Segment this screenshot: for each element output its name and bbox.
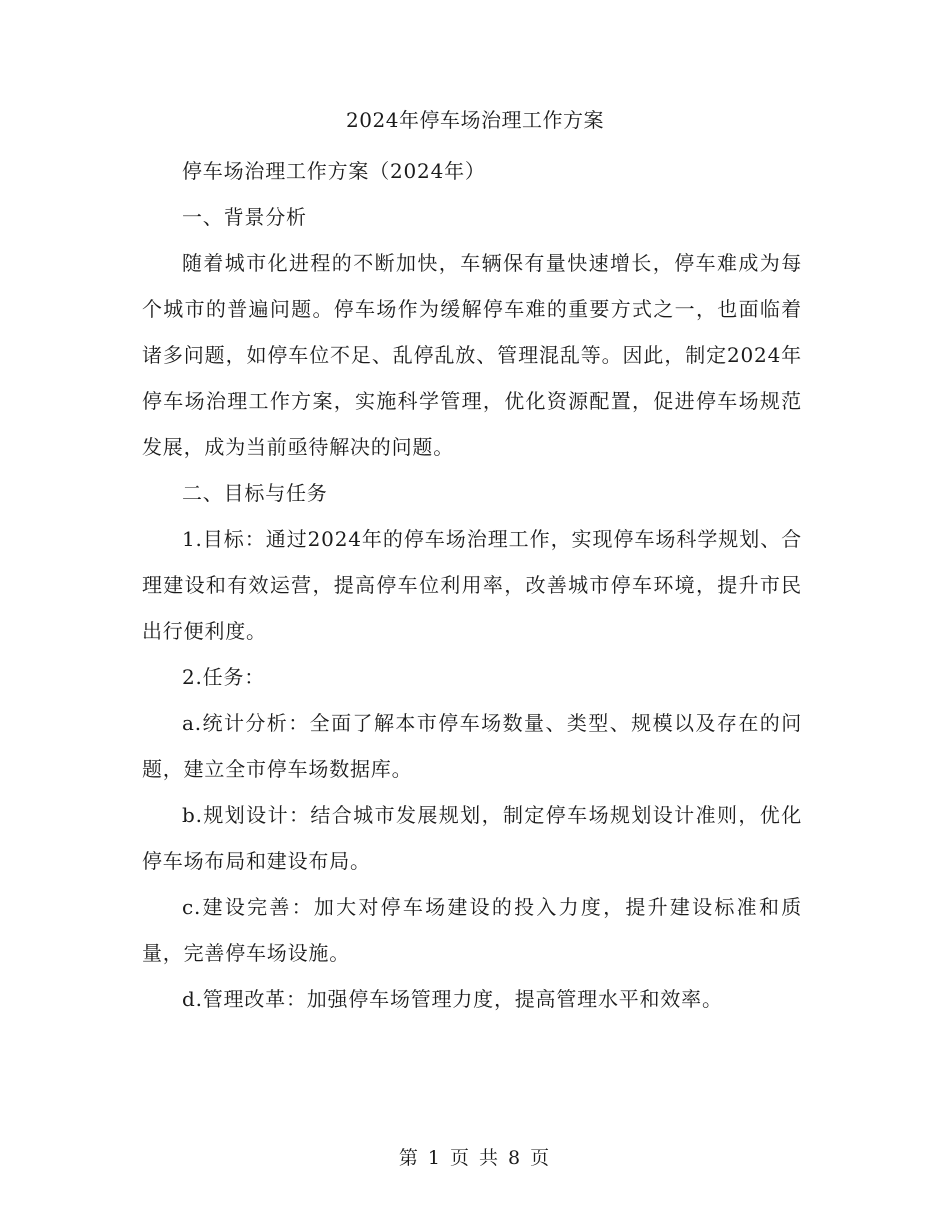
background-paragraph: 随着城市化进程的不断加快，车辆保有量快速增长，停车难成为每个城市的普遍问题。停车场作为缓解停车难的重要方式之一，也面临着诸多问题，如停车位不足、乱停乱放、管理混乱等。因此，制定2024年停车场治理工作方案，实施科学管理，优化资源配置，促进停车场规范发展，成为当前亟待解决的问题。: [142, 251, 802, 459]
document-body: [142, 148, 802, 1022]
task-item-c: c.建设完善：加大对停车场建设的投入力度，提升建设标准和质量，完善停车场设施。: [142, 895, 802, 965]
goal-paragraph: 1.目标：通过2024年的停车场治理工作，实现停车场科学规划、合理建设和有效运营，提高停车位利用率，改善城市停车环境，提升市民出行便利度。: [142, 527, 802, 643]
section-heading-background: 一、背景分析: [182, 205, 307, 229]
task-item-b: b.规划设计：结合城市发展规划，制定停车场规划设计准则，优化停车场布局和建设布局。: [142, 803, 802, 873]
document-title: 2024年停车场治理工作方案: [346, 108, 604, 132]
task-item-a: a.统计分析：全面了解本市停车场数量、类型、规模以及存在的问题，建立全市停车场数据库。: [142, 711, 802, 781]
subtitle-paragraph: 停车场治理工作方案（2024年）: [182, 159, 486, 183]
page-number: 第 1 页 共 8 页: [398, 1147, 552, 1169]
tasks-heading: 2.任务：: [182, 665, 266, 689]
task-item-d: d.管理改革：加强停车场管理力度，提高管理水平和效率。: [182, 987, 723, 1011]
section-heading-goals: 二、目标与任务: [182, 481, 328, 505]
